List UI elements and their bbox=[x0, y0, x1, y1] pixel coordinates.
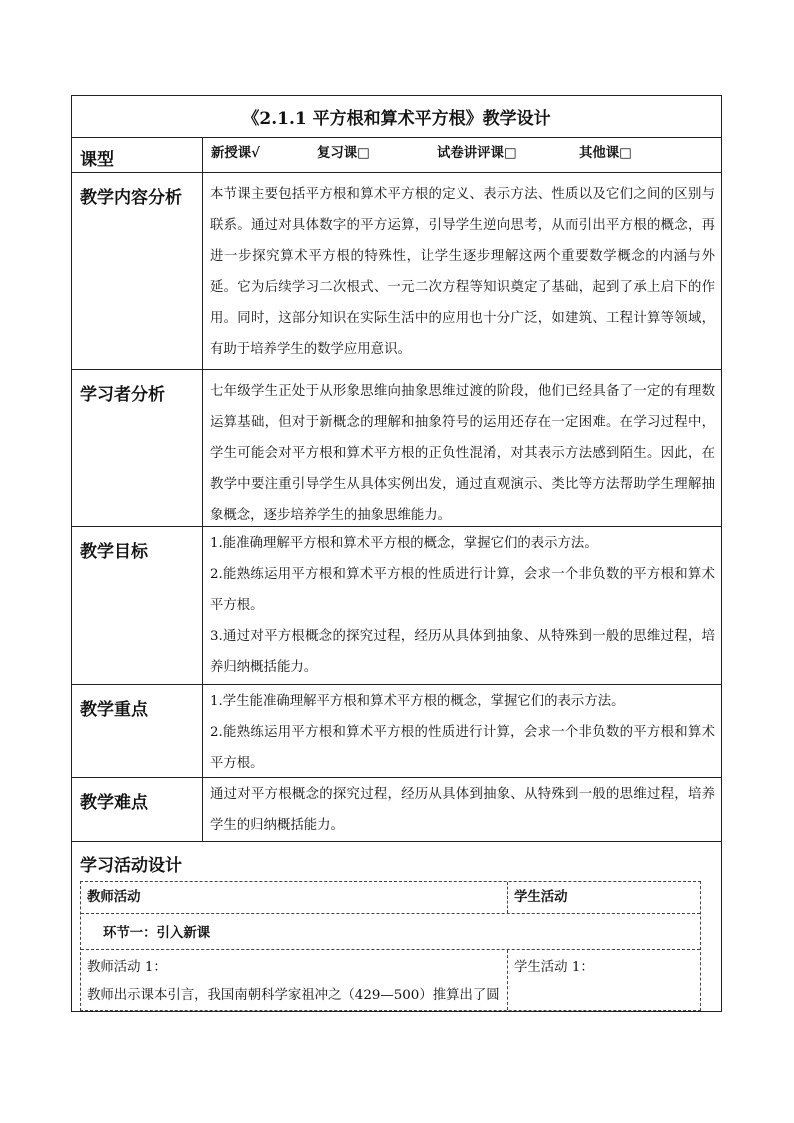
stage-title: 环节一：引入新课 bbox=[103, 925, 211, 941]
content-analysis-label: 教学内容分析 bbox=[72, 173, 203, 369]
content-analysis-row bbox=[72, 172, 721, 369]
objective-item: 2.能熟练运用平方根和算术平方根的性质进行计算，会求一个非负数的平方根和算术平方根。 bbox=[210, 567, 715, 613]
objective-item: 3.通过对平方根概念的探究过程，经历从具体到抽象、从特殊到一般的思维过程，培养归纳概括能力。 bbox=[210, 629, 715, 675]
learner-analysis-row bbox=[72, 369, 721, 526]
learner-analysis-text: 七年级学生正处于从形象思维向抽象思维过渡的阶段，他们已经具备了一定的有理数运算基础，但对于新概念的理解和抽象符号的运用还存在一定困难。在学习过程中，学生可能会对平方根和算术平方根的正负性混淆，对其表示方法感到陌生。因此，在教学中要注重引导学生从具体实例出发，通过直观演示、类比等方法帮助学生理解抽象概念，逐步培养学生的抽象思维能力。 bbox=[210, 384, 715, 523]
teacher-activity-cell bbox=[81, 950, 508, 1010]
student-activity-label: 学生活动 1： bbox=[514, 960, 594, 975]
student-activity-cell bbox=[508, 950, 700, 1010]
teacher-activity-header: 教师活动 bbox=[81, 882, 508, 913]
key-points-label: 教学重点 bbox=[72, 685, 203, 777]
content-analysis-text: 本节课主要包括平方根和算术平方根的定义、表示方法、性质以及它们之间的区别与联系。通过对具体数字的平方运算，引导学生逆向思考，从而引出平方根的概念，再进一步探究算术平方根的特殊性，让学生逐步理解这两个重要数学概念的内涵与外延。它为后续学习二次根式、一元二次方程等知识奠定了基础，起到了承上启下的作用。同时，这部分知识在实际生活中的应用也十分广泛，如建筑、工程计算等领域，有助于培养学生的数学应用意识。 bbox=[210, 187, 715, 357]
objectives-row bbox=[72, 526, 721, 684]
key-points-row bbox=[72, 684, 721, 777]
course-type-options bbox=[203, 138, 721, 172]
stage-row bbox=[81, 913, 700, 949]
learner-analysis-label: 学习者分析 bbox=[72, 370, 203, 526]
course-type-option-other: 其他课□ bbox=[579, 145, 632, 161]
key-point-item: 1.学生能准确理解平方根和算术平方根的概念，掌握它们的表示方法。 bbox=[210, 694, 625, 709]
key-point-item: 2.能熟练运用平方根和算术平方根的性质进行计算，会求一个非负数的平方根和算术平方根。 bbox=[210, 725, 715, 771]
activity-design-heading: 学习活动设计 bbox=[80, 856, 182, 876]
objectives-list bbox=[203, 527, 721, 684]
lesson-plan-table bbox=[71, 95, 722, 1012]
course-type-row bbox=[72, 137, 721, 172]
course-type-option-exam: 试卷讲评课□ bbox=[437, 145, 517, 161]
objectives-label: 教学目标 bbox=[72, 527, 203, 684]
teacher-activity-text: 教师出示课本引言，我国南朝科学家祖冲之（429—500）推算出了圆 bbox=[87, 988, 500, 1003]
teacher-activity-label: 教师活动 1： bbox=[87, 960, 167, 975]
course-type-option-new: 新授课√ bbox=[211, 145, 260, 161]
student-activity-header: 学生活动 bbox=[514, 889, 568, 905]
activity-table bbox=[80, 881, 701, 1011]
course-type-label: 课型 bbox=[72, 138, 203, 172]
difficulties-label: 教学难点 bbox=[72, 778, 203, 841]
difficulties-row bbox=[72, 777, 721, 841]
objective-item: 1.能准确理解平方根和算术平方根的概念，掌握它们的表示方法。 bbox=[210, 536, 598, 551]
course-type-option-review: 复习课□ bbox=[317, 145, 370, 161]
activity-header-row bbox=[81, 882, 700, 913]
difficulties-text: 通过对平方根概念的探究过程，经历从具体到抽象、从特殊到一般的思维过程，培养学生的归纳概括能力。 bbox=[210, 787, 715, 833]
key-points-list bbox=[203, 685, 721, 777]
activity-content-row bbox=[81, 949, 700, 1010]
document-title: 《2.1.1 平方根和算术平方根》教学设计 bbox=[242, 109, 551, 129]
